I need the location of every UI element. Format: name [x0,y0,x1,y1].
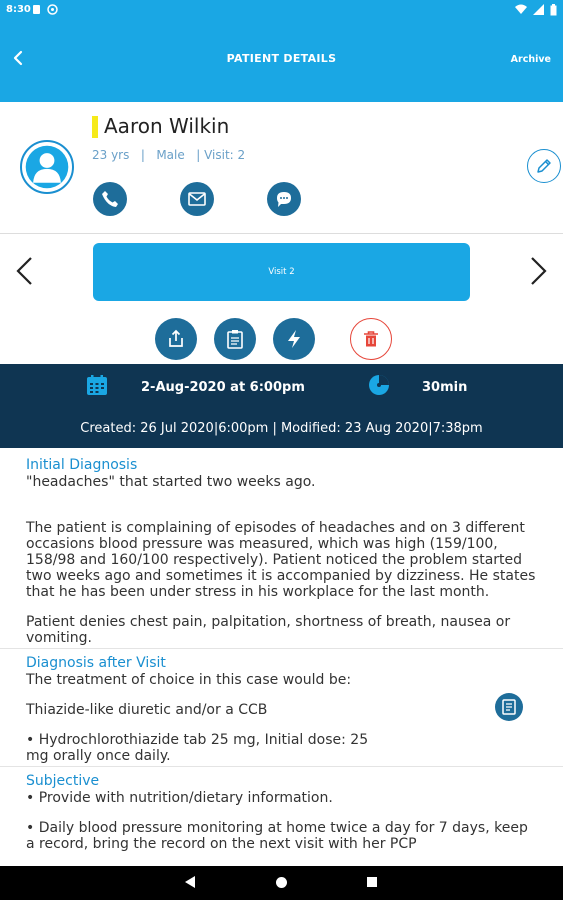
avatar [20,140,74,194]
edit-button[interactable] [527,149,561,183]
visit-selector [0,233,563,364]
phone-icon [101,190,119,208]
email-button[interactable] [180,182,214,216]
trash-icon [363,330,379,348]
clock-icon [368,374,390,396]
sim-icon [32,4,41,15]
section-text: Thiazide-like diuretic and/or a CCB [26,702,268,718]
patient-gender: Male [156,148,185,162]
lightning-icon [286,329,302,349]
calendar-icon [86,374,108,396]
patient-visit: Visit: 2 [204,148,246,162]
visit-info-band [0,364,563,448]
patient-card [0,102,563,234]
section-title: Subjective [26,773,100,789]
pencil-icon [535,157,553,175]
initial-diagnosis-section [0,448,563,649]
visit-card[interactable]: Visit 2 [93,243,470,301]
chat-icon [275,190,293,208]
document-icon [502,699,516,715]
meta-separator: | [196,148,201,162]
subjective-section [0,767,563,852]
created-modified-stamps: Created: 26 Jul 2020|6:00pm | Modified: 23 Aug 2020|7:38pm [80,421,483,436]
status-notification-icons [32,4,58,15]
quick-action-button[interactable] [273,318,315,360]
share-icon [166,329,186,349]
share-button[interactable] [155,318,197,360]
visit-datetime: 2-Aug-2020 at 6:00pm [141,380,305,395]
page-title: PATIENT DETAILS [226,52,337,65]
app-bar [0,20,563,102]
mail-icon [188,192,206,206]
section-title: Initial Diagnosis [26,457,138,473]
diagnosis-after-visit-section [0,649,563,767]
name-highlight-bar [92,116,98,138]
nav-back-icon[interactable] [184,875,196,889]
nav-home-icon[interactable] [276,877,287,888]
section-text: The treatment of choice in this case would be: [26,672,352,688]
section-text: The patient is complaining of episodes of headaches and on 3 different occasions blood pressure was measured, which was high (159/100, 158/98 and 160/100 respectively). Patient noticed the problem started two weeks ago and sometimes it is accompanied by dizziness. He states that he has been under stress in his workplace for the last month. [26,520,536,600]
battery-icon [550,4,557,16]
status-system-icons [515,4,557,16]
system-nav-bar [0,866,563,900]
visit-notes[interactable] [0,448,563,866]
archive-button[interactable]: Archive [510,54,551,65]
section-title: Diagnosis after Visit [26,655,166,671]
clipboard-icon [226,329,244,349]
visit-duration: 30min [422,380,468,395]
status-bar [0,0,563,20]
delete-button[interactable] [350,318,392,360]
section-text: • Hydrochlorothiazide tab 25 mg, Initial dose: 25 mg orally once daily. [26,732,369,764]
section-text: Patient denies chest pain, palpitation, shortness of breath, nausea or vomiting. [26,614,511,646]
wifi-icon [515,4,527,15]
notes-button[interactable] [214,318,256,360]
call-button[interactable] [93,182,127,216]
message-button[interactable] [267,182,301,216]
section-text: "headaches" that started two weeks ago. [26,474,316,490]
signal-icon [533,4,544,15]
nav-recents-icon[interactable] [367,877,377,887]
section-text: • Provide with nutrition/dietary information. [26,790,333,806]
patient-name: Aaron Wilkin [104,114,230,138]
section-text: • Daily blood pressure monitoring at home twice a day for 7 days, keep a record, bring the record on the next visit with her PCP [26,820,528,852]
next-visit-chevron-icon[interactable] [527,255,551,287]
sync-icon [47,4,58,15]
patient-meta [92,148,245,162]
person-icon [22,142,72,192]
previous-visit-chevron-icon[interactable] [12,255,36,287]
status-time: 8:30 [6,4,31,15]
meta-separator: | [140,148,145,162]
patient-age: 23 yrs [92,148,130,162]
prescription-doc-button[interactable] [495,693,523,721]
